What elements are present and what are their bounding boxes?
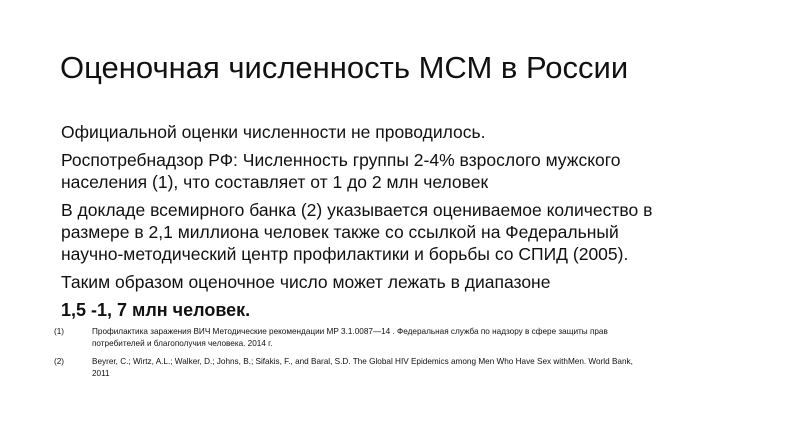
reference-number: (1) — [54, 327, 65, 336]
text-line: Профилактика заражения ВИЧ Методические рекомендации МР 3.1.0087—14 . Федеральная служба по надзору в сфере защиты прав — [92, 327, 608, 336]
paragraph-official-estimate — [61, 121, 761, 143]
text-line: В докладе всемирного банка (2) указывается оцениваемое количество в — [61, 200, 653, 220]
text-line: 2011 — [92, 369, 110, 378]
slide-title: Оценочная численность МСМ в России — [60, 50, 629, 85]
paragraph-range-intro — [61, 271, 761, 293]
reference-number: (2) — [54, 357, 65, 366]
text-line: населения (1), что составляет от 1 до 2 млн человек — [61, 172, 489, 192]
text-line: Таким образом оценочное число может лежать в диапазоне — [61, 272, 551, 292]
reference-text — [92, 326, 754, 350]
paragraph-range-value — [61, 299, 761, 321]
text-line: размере в 2,1 миллиона человек также со ссылкой на Федеральный — [61, 222, 619, 242]
reference-item — [54, 356, 754, 380]
text-line: Роспотребнадзор РФ: Численность группы 2-4% взрослого мужского — [61, 150, 621, 170]
paragraph-rospotrebnadzor — [61, 149, 761, 193]
paragraph-world-bank — [61, 199, 761, 265]
text-line: 1,5 -1, 7 млн человек. — [61, 300, 251, 320]
reference-text — [92, 356, 754, 380]
slide-body — [61, 121, 761, 327]
references — [54, 326, 754, 386]
reference-item — [54, 326, 754, 350]
text-line: Beyrer, C.; Wirtz, A.L.; Walker, D.; Johns, B.; Sifakis, F., and Baral, S.D. The Global HIV Epidemics among Men Who Have Sex withMen. World Bank, — [92, 357, 633, 366]
text-line: Официальной оценки численности не проводилось. — [61, 122, 486, 142]
text-line: научно-методический центр профилактики и борьбы со СПИД (2005). — [61, 244, 629, 264]
text-line: потребителей и благополучия человека. 2014 г. — [92, 339, 273, 348]
